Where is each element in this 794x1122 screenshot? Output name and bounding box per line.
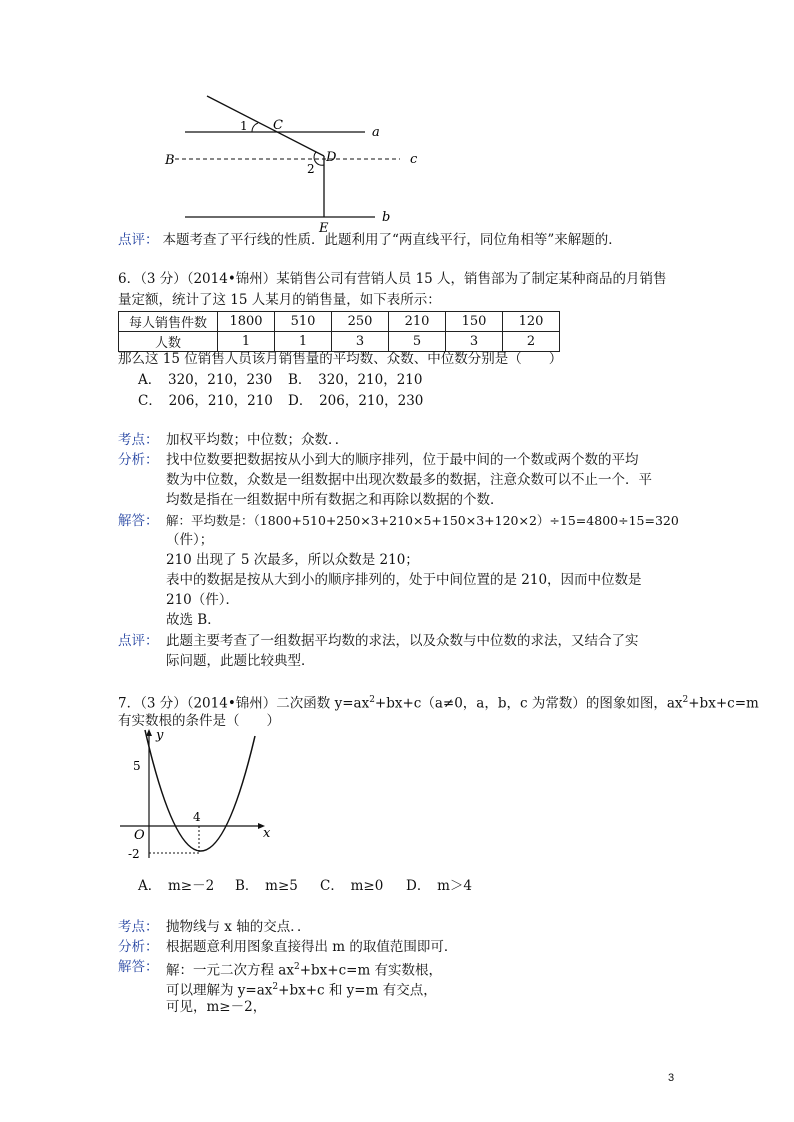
q6-kaodian-text: 加权平均数；中位数；众数．． — [166, 432, 349, 448]
label-D: D — [326, 150, 337, 165]
origin-label: O — [134, 828, 145, 843]
axis-label-y: y — [156, 728, 164, 743]
table-cell: 3 — [446, 332, 503, 352]
label-1: 1 — [240, 119, 248, 133]
table-cell: 1 — [275, 332, 332, 352]
q6-jieda-line6: 故选 B． — [166, 612, 221, 628]
table-cell: 人数 — [119, 332, 218, 352]
q7-stem-part: 7．（3 分）（2014•锦州）二次函数 y=ax — [118, 695, 370, 712]
page-number: 3 — [668, 1072, 675, 1084]
q6-jieda-line1: 解：平均数是：（1800+510+250×3+210×5+150×3+120×2）÷15=4800÷15=320 — [166, 513, 679, 528]
tick-label-neg2: -2 — [128, 847, 140, 861]
table-cell: 2 — [503, 332, 560, 352]
q6-fenxi-line3: 均数是指在一组数据中所有数据之和再除以数据的个数． — [166, 492, 504, 508]
q7-kaodian-text: 抛物线与 x 轴的交点．． — [166, 919, 311, 935]
superscript: 2 — [369, 695, 375, 705]
q6-dianping-line2: 际问题，此题比较典型． — [166, 653, 315, 669]
q6-stem-line2: 量定额，统计了这 15 人某月的销售量，如下表所示： — [118, 292, 441, 308]
label-a: a — [372, 125, 380, 140]
q7-jieda-part: +bx+c=m 有实数根， — [299, 962, 443, 979]
q7-jieda-label: 解答： — [118, 959, 159, 975]
q7-option-a[interactable]: A． m≥－2 — [138, 878, 215, 894]
q7-jieda-part: +bx+c 和 y=m 有交点， — [278, 982, 437, 999]
table-cell: 150 — [446, 312, 503, 332]
label-b: b — [382, 210, 391, 225]
table-cell: 1800 — [218, 312, 275, 332]
q6-option-d[interactable]: D． 206，210，230 — [288, 393, 424, 409]
sales-table — [118, 311, 560, 352]
q6-kaodian-label: 考点： — [118, 432, 159, 448]
q7-stem-line1 — [118, 690, 759, 714]
table-cell: 3 — [332, 332, 389, 352]
q6-dianping-line1: 此题主要考查了一组数据平均数的求法，以及众数与中位数的求法，又结合了实 — [166, 633, 639, 649]
q7-stem-part: +bx+c=m — [688, 695, 759, 712]
table-cell: 每人销售件数 — [119, 312, 218, 332]
q6-fenxi-label: 分析： — [118, 452, 159, 468]
q7-option-c[interactable]: C． m≥0 — [320, 878, 384, 894]
q7-jieda-line3: 可见，m≥－2， — [166, 999, 267, 1015]
q6-jieda-label: 解答： — [118, 513, 159, 529]
q6-option-b[interactable]: B． 320，210，210 — [288, 372, 423, 388]
table-cell: 1 — [218, 332, 275, 352]
q6-question: 那么这 15 位销售人员该月销售量的平均数、众数、中位数分别是（ ） — [118, 351, 563, 367]
parabola-curve — [145, 730, 255, 851]
table-cell: 510 — [275, 312, 332, 332]
q7-jieda-part: 可以理解为 y=ax — [166, 982, 273, 999]
label-B: B — [165, 153, 175, 168]
table-cell: 5 — [389, 332, 446, 352]
superscript: 2 — [293, 962, 300, 972]
q7-stem-part: +bx+c（a≠0，a，b，c 为常数）的图象如图，ax — [374, 695, 683, 712]
q6-stem-line1: 6．（3 分）（2014•锦州）某销售公司有营销人员 15 人，销售部为了制定某种商品的月销售 — [118, 271, 667, 287]
q6-dianping-label: 点评： — [118, 633, 159, 649]
tick-label-4: 4 — [193, 810, 201, 824]
transversal-line — [207, 96, 324, 156]
q7-option-b[interactable]: B． m≥5 — [235, 878, 298, 894]
q7-stem-line2: 有实数根的条件是（ ） — [118, 713, 280, 729]
q7-kaodian-label: 考点： — [118, 919, 159, 935]
axis-label-x: x — [263, 826, 271, 841]
label-C: C — [273, 118, 283, 133]
comment-text: 本题考查了平行线的性质．此题利用了“两直线平行，同位角相等”来解题的． — [162, 232, 622, 248]
q6-fenxi-line1: 找中位数要把数据按从小到大的顺序排列，位于最中间的一个数或两个数的平均 — [166, 452, 639, 468]
comment-label: 点评： — [118, 232, 159, 248]
q6-jieda-line5: 210（件）． — [166, 592, 240, 608]
q6-jieda-line2: （件）； — [166, 532, 214, 548]
tick-label-5: 5 — [133, 759, 141, 773]
q6-fenxi-line2: 数为中位数，众数是一组数据中出现次数最多的数据，注意众数可以不止一个．平 — [166, 472, 652, 488]
parallel-lines-figure — [160, 90, 420, 235]
superscript: 2 — [272, 982, 279, 992]
label-c: c — [410, 152, 418, 167]
q6-jieda-line3: 210 出现了 5 次最多，所以众数是 210； — [166, 552, 419, 568]
table-cell: 210 — [389, 312, 446, 332]
parabola-graph — [118, 728, 288, 868]
label-2: 2 — [307, 162, 315, 176]
superscript: 2 — [682, 695, 689, 705]
q7-option-d[interactable]: D． m＞4 — [406, 878, 472, 894]
table-cell: 120 — [503, 312, 560, 332]
label-E: E — [319, 221, 329, 235]
q7-fenxi-text: 根据题意利用图象直接得出 m 的取值范围即可． — [166, 939, 458, 955]
q5-comment — [118, 230, 622, 250]
angle-1-arc — [252, 123, 258, 132]
q6-option-c[interactable]: C． 206，210，210 — [138, 393, 273, 409]
q7-jieda-part: 解：一元二次方程 ax — [166, 962, 294, 979]
q6-option-a[interactable]: A． 320，210，230 — [138, 372, 273, 388]
table-cell: 250 — [332, 312, 389, 332]
q6-jieda-line4: 表中的数据是按从大到小的顺序排列的，处于中间位置的是 210，因而中位数是 — [166, 572, 642, 588]
q7-fenxi-label: 分析： — [118, 939, 159, 955]
table-row — [119, 312, 560, 332]
